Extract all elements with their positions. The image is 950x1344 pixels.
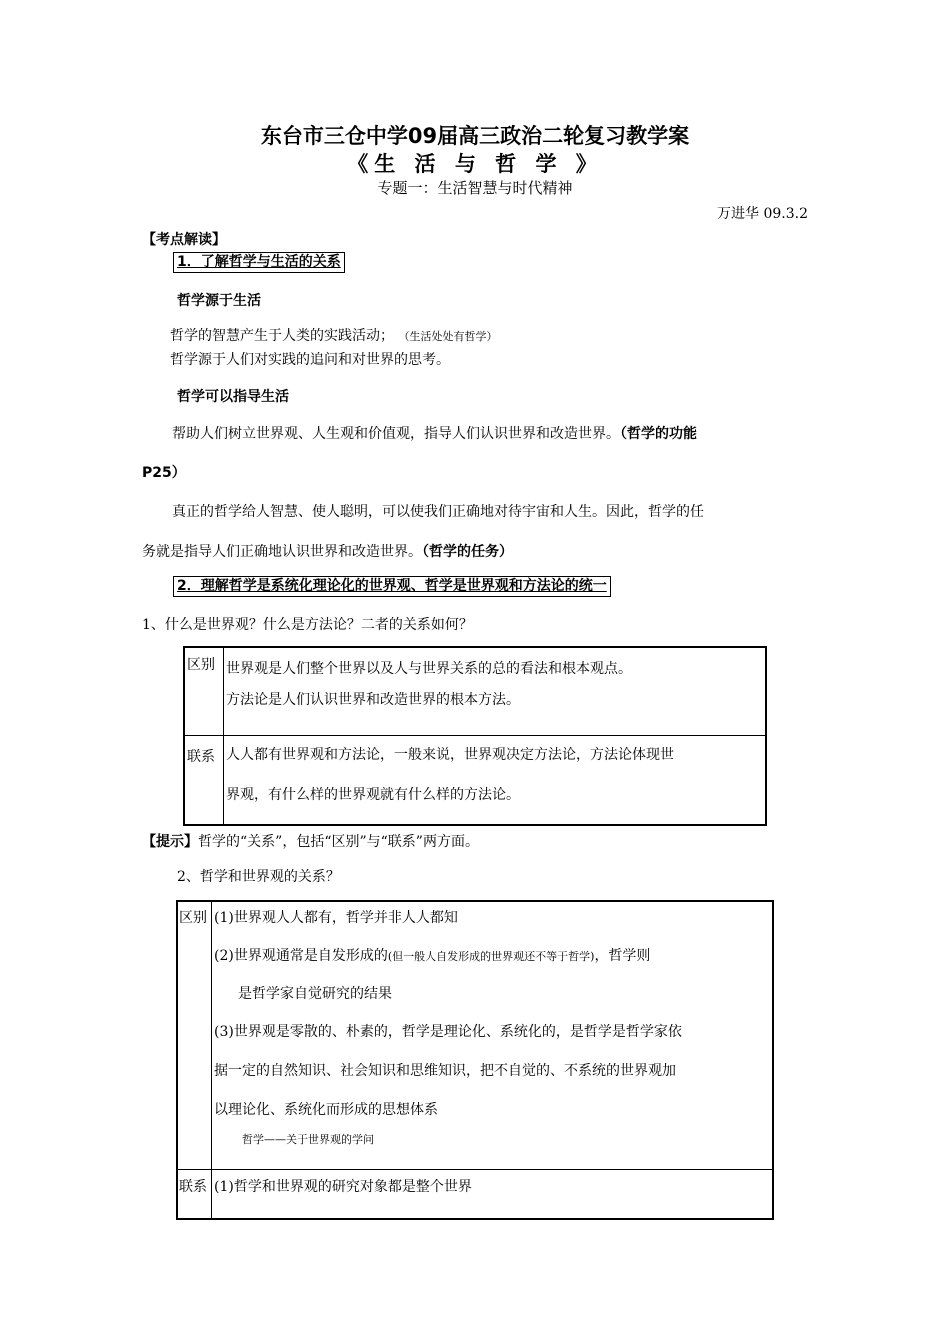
- guide-para1-note: （哲学的功能: [620, 426, 697, 442]
- origin-line1-note: （生活处处有哲学）: [398, 330, 498, 343]
- table1-row2-line1: 人人都有世界观和方法论，一般来说，世界观决定方法论，方法论体现世: [226, 746, 674, 763]
- guide-para2-note: （哲学的任务）: [422, 544, 513, 560]
- table1-label-cell: [184, 735, 224, 825]
- table2-label-cell: [177, 901, 212, 1169]
- table1-row2-label: 联系: [187, 748, 215, 765]
- table2-content-cell: [212, 1169, 774, 1219]
- point1-heading: 1．了解哲学与生活的关系: [173, 252, 345, 273]
- author-date: 万进华 09.3.2: [717, 206, 808, 222]
- guide-para1-text: 帮助人们树立世界观、人生观和价值观，指导人们认识世界和改造世界。: [172, 426, 620, 442]
- table2-row2-line1: (1)哲学和世界观的研究对象都是整个世界: [214, 1178, 472, 1195]
- table1-row1-line2: 方法论是人们认识世界和改造世界的根本方法。: [226, 692, 520, 708]
- table2-line1: (1)世界观人人都有，哲学并非人人都知: [214, 910, 458, 926]
- hint-text: 哲学的“关系”，包括“区别”与“联系”两方面。: [198, 834, 479, 850]
- table1-row1-label: 区别: [187, 657, 215, 673]
- origin-line1: [170, 325, 497, 345]
- guide-para1-page: P25）: [142, 465, 186, 481]
- hint-label: 【提示】: [142, 834, 198, 850]
- table2-line7: 哲学——关于世界观的学问: [242, 1133, 374, 1146]
- table2-line4: (3)世界观是零散的、朴素的，哲学是理论化、系统化的，是哲学是哲学家依: [214, 1024, 682, 1040]
- question2: 2、哲学和世界观的关系？: [177, 869, 340, 885]
- table1-row2-line2: 界观，有什么样的世界观就有什么样的方法论。: [226, 786, 520, 803]
- subheading-origin: 哲学源于生活: [177, 293, 261, 309]
- table2-row1-label: 区别: [179, 910, 207, 926]
- table2-line3: 是哲学家自觉研究的结果: [238, 986, 392, 1002]
- table2-label-cell: [177, 1169, 212, 1219]
- hint-line: [142, 831, 479, 851]
- table2-line2-note: (但一般人自发形成的世界观还不等于哲学): [387, 950, 595, 963]
- section-label: 【考点解读】: [142, 232, 226, 248]
- school-title: 东台市三仓中学09届高三政治二轮复习教学案: [260, 124, 690, 148]
- guide-para2-line2: [142, 541, 513, 561]
- table1-row1-line1: 世界观是人们整个世界以及人与世界关系的总的看法和根本观点。: [226, 661, 632, 677]
- table2-line2-text: (2)世界观通常是自发形成的: [214, 948, 388, 964]
- topic-title: 专题一：生活智慧与时代精神: [377, 179, 573, 197]
- subheading-guide: 哲学可以指导生活: [177, 389, 289, 405]
- table1-label-cell: [184, 647, 224, 735]
- table2-content-cell: [212, 901, 774, 1169]
- origin-line1-text: 哲学的智慧产生于人类的实践活动；: [170, 328, 394, 344]
- table2-row2-label: 联系: [179, 1178, 207, 1195]
- table1-content-cell: [224, 735, 767, 825]
- guide-para2-text: 务就是指导人们正确地认识世界和改造世界。: [142, 544, 422, 560]
- origin-line2: 哲学源于人们对实践的追问和对世界的思考。: [170, 352, 450, 368]
- table1-content-cell: [224, 647, 767, 735]
- worldview-methodology-table: [183, 646, 767, 826]
- book-title: 《生 活 与 哲 学 》: [347, 152, 603, 176]
- question1: 1、什么是世界观？什么是方法论？二者的关系如何？: [142, 617, 473, 633]
- table2-line2: [214, 945, 772, 983]
- philosophy-worldview-table: [176, 900, 774, 1220]
- table2-line5: 据一定的自然知识、社会知识和思维知识，把不自觉的、不系统的世界观加: [214, 1063, 676, 1079]
- table2-line6: 以理论化、系统化而形成的思想体系: [214, 1102, 438, 1118]
- guide-para2-line1: 真正的哲学给人智慧、使人聪明，可以使我们正确地对待宇宙和人生。因此，哲学的任: [172, 504, 704, 520]
- point2-heading: 2．理解哲学是系统化理论化的世界观、哲学是世界观和方法论的统一: [173, 576, 611, 597]
- guide-para1: [172, 423, 697, 443]
- table2-line2-tail: ，哲学则: [594, 948, 651, 964]
